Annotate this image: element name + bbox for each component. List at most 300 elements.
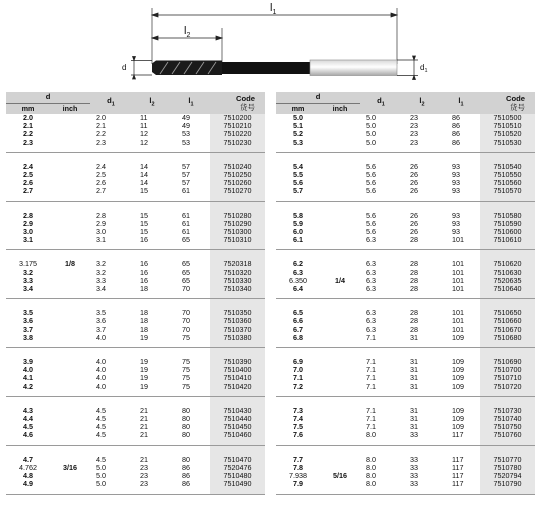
l2-cell: 15 [140, 186, 149, 196]
l2-cell: 23 [140, 462, 149, 472]
l1-cell: 109 [452, 414, 465, 424]
d1-cell: 5.6 [366, 210, 377, 220]
code-cell: 7510570 [480, 187, 535, 195]
inch-cell [320, 236, 360, 244]
d1-cell: 5.0 [366, 129, 377, 139]
mm-cell: 4.0 [23, 365, 33, 375]
inch-cell [50, 317, 90, 325]
inch-cell [320, 220, 360, 228]
mm-cell: 7.6 [293, 430, 303, 440]
inch-cell [320, 374, 360, 382]
l2-cell: 31 [410, 332, 419, 342]
inch-cell [50, 187, 90, 195]
mm-cell: 6.9 [293, 357, 303, 367]
d-label: d [122, 63, 127, 72]
code-cell: 7510600 [480, 228, 535, 236]
mm-cell: 5.8 [293, 210, 303, 220]
table-row [6, 334, 265, 342]
mm-cell: 4.4 [23, 414, 33, 424]
l2-cell: 31 [410, 381, 419, 391]
l2-cell: 33 [410, 479, 419, 489]
inch-cell [320, 171, 360, 179]
table-row [6, 383, 265, 391]
d1-cell: 3.3 [96, 275, 107, 285]
l2-cell: 19 [140, 373, 149, 383]
code-cell: 7510300 [210, 228, 265, 236]
l2-cell: 31 [410, 357, 419, 367]
l1-cell: 53 [182, 129, 191, 139]
code-cell: 7510470 [210, 456, 265, 464]
d1-cell: 5.6 [366, 161, 377, 171]
code-cell: 7510230 [210, 139, 265, 147]
mm-cell: 6.7 [293, 324, 303, 334]
l2-cell: 21 [140, 454, 149, 464]
code-cell: 7510420 [210, 383, 265, 391]
d1-cell: 4.5 [96, 422, 107, 432]
l2-cell: 19 [140, 357, 149, 367]
mm-cell: 6.350 [289, 275, 307, 285]
l2-cell: 12 [140, 129, 149, 139]
l1-cell: 109 [452, 422, 465, 432]
mm-cell: 7.9 [293, 479, 303, 489]
d1-cell: 8.0 [366, 479, 377, 489]
l2-cell: 23 [140, 479, 149, 489]
code-cell: 7510500 [480, 114, 535, 122]
l1-cell: 109 [452, 381, 465, 391]
l2-cell: 23 [410, 129, 419, 139]
l1-cell: 61 [182, 210, 191, 220]
inch-header: inch [50, 104, 90, 115]
code-cell: 7520318 [210, 260, 265, 268]
d1-cell: 2.3 [96, 137, 107, 147]
l2-cell: 31 [410, 365, 419, 375]
d1-cell: 4.0 [96, 365, 107, 375]
l2-cell: 16 [140, 235, 149, 245]
l1-header: $l_1$ [442, 92, 480, 114]
l1-cell: 70 [182, 324, 191, 334]
mm-cell: 5.3 [293, 137, 303, 147]
mm-cell: 6.8 [293, 332, 303, 342]
l1-cell: 70 [182, 316, 191, 326]
inch-cell [320, 212, 360, 220]
l1-cell: 109 [452, 332, 465, 342]
inch-cell [320, 114, 360, 122]
l2-cell: 33 [410, 454, 419, 464]
l2-cell: 28 [410, 308, 419, 318]
mm-cell: 3.3 [23, 275, 33, 285]
inch-cell [50, 171, 90, 179]
d1-cell: 2.7 [96, 186, 107, 196]
l2-cell: 31 [410, 422, 419, 432]
d1-cell: 2.4 [96, 161, 107, 171]
table-row [276, 236, 535, 244]
reamer-shank [310, 60, 397, 76]
code-cell: 7510630 [480, 269, 535, 277]
d1-cell: 5.0 [366, 113, 377, 122]
d1-cell: 8.0 [366, 454, 377, 464]
l1-cell: 109 [452, 357, 465, 367]
l1-cell: 75 [182, 365, 191, 375]
l2-cell: 28 [410, 316, 419, 326]
code-cell: 7510320 [210, 269, 265, 277]
l2-cell: 28 [410, 267, 419, 277]
inch-cell [320, 163, 360, 171]
l1-cell: 61 [182, 227, 191, 237]
l2-cell: 11 [140, 121, 148, 131]
mm-cell: 7.2 [293, 381, 303, 391]
mm-cell: 6.4 [293, 284, 303, 294]
inch-cell [320, 228, 360, 236]
code-cell: 7510740 [480, 415, 535, 423]
mm-cell: 6.0 [293, 227, 303, 237]
code-cell: 7510540 [480, 163, 535, 171]
l2-cell: 19 [140, 332, 149, 342]
code-cell: 7510680 [480, 334, 535, 342]
mm-cell: 4.3 [23, 405, 33, 415]
inch-header: inch [320, 104, 360, 115]
d1-dimension-line [397, 56, 418, 80]
d1-cell: 5.6 [366, 227, 377, 237]
code-header: Code 货号 [210, 92, 265, 114]
code-cell: 7510460 [210, 431, 265, 439]
d1-cell: 4.0 [96, 381, 107, 391]
inch-cell [50, 415, 90, 423]
d1-cell: 6.3 [366, 275, 377, 285]
code-cell: 7510270 [210, 187, 265, 195]
l1-cell: 101 [452, 259, 465, 269]
reamer-table-left [6, 92, 265, 495]
l2-cell: 28 [410, 324, 419, 334]
mm-cell: 2.5 [23, 170, 33, 180]
inch-cell [320, 334, 360, 342]
d1-cell: 5.6 [366, 178, 377, 188]
inch-cell [50, 179, 90, 187]
d1-cell: 2.9 [96, 218, 107, 228]
l2-cell: 28 [410, 275, 419, 285]
mm-cell: 4.6 [23, 430, 33, 440]
table-row [6, 139, 265, 147]
mm-cell: 5.5 [293, 170, 303, 180]
code-cell: 7510310 [210, 236, 265, 244]
code-cell: 7510700 [480, 366, 535, 374]
d-header: d [276, 92, 360, 104]
mm-cell: 4.2 [23, 381, 33, 391]
d1-cell: 3.1 [96, 235, 107, 245]
l2-cell: 26 [410, 161, 419, 171]
inch-cell: 3/16 [63, 462, 77, 472]
reamer-drawing [0, 0, 540, 88]
l2-cell: 26 [410, 170, 419, 180]
inch-cell [320, 383, 360, 391]
l2-cell: 26 [410, 178, 419, 188]
mm-cell: 5.2 [293, 129, 303, 139]
inch-cell [320, 130, 360, 138]
code-cell: 7510490 [210, 480, 265, 488]
l1-label: $l_1$ [270, 2, 277, 16]
l2-header: $l_2$ [132, 92, 172, 114]
l2-cell: 12 [140, 137, 149, 147]
l1-header: $l_1$ [172, 92, 210, 114]
inch-cell [50, 269, 90, 277]
inch-cell [50, 139, 90, 147]
mm-cell: 4.9 [23, 479, 33, 489]
mm-cell: 3.6 [23, 316, 33, 326]
l1-cell: 75 [182, 381, 191, 391]
code-cell: 7510370 [210, 326, 265, 334]
l1-cell: 75 [182, 357, 191, 367]
mm-cell: 3.7 [23, 324, 33, 334]
code-cell: 7510390 [210, 358, 265, 366]
code-cell: 7510660 [480, 317, 535, 325]
d1-cell: 5.0 [96, 462, 107, 472]
l2-cell: 28 [410, 284, 419, 294]
mm-cell: 3.5 [23, 308, 33, 318]
l2-cell: 26 [410, 218, 419, 228]
d1-cell: 5.0 [366, 137, 377, 147]
code-cell: 7510790 [480, 480, 535, 488]
l2-cell: 31 [410, 414, 419, 424]
l1-cell: 109 [452, 373, 465, 383]
table-row [6, 285, 265, 293]
d1-cell: 5.6 [366, 186, 377, 196]
l1-cell: 70 [182, 308, 191, 318]
l1-cell: 101 [452, 316, 465, 326]
code-cell: 7510440 [210, 415, 265, 423]
l2-cell: 21 [140, 422, 149, 432]
d1-cell: 7.1 [366, 373, 377, 383]
mm-cell: 3.4 [23, 284, 33, 294]
l1-cell: 57 [182, 170, 191, 180]
inch-cell [320, 358, 360, 366]
inch-cell [50, 130, 90, 138]
table-row [276, 480, 535, 488]
code-cell: 7510250 [210, 171, 265, 179]
l1-cell: 86 [452, 137, 461, 147]
code-cell: 7510770 [480, 456, 535, 464]
inch-cell [320, 407, 360, 415]
d1-cell: 4.0 [96, 373, 107, 383]
code-cell: 7510260 [210, 179, 265, 187]
table-body-left [6, 114, 265, 494]
code-header: Code 货号 [480, 92, 535, 114]
inch-cell [320, 317, 360, 325]
table-row [276, 431, 535, 439]
mm-cell: 7.4 [293, 414, 303, 424]
l2-cell: 26 [410, 186, 419, 196]
l1-cell: 101 [452, 324, 465, 334]
inch-cell: 1/8 [65, 259, 75, 269]
l1-cell: 117 [452, 454, 464, 464]
l2-cell: 33 [410, 471, 419, 481]
mm-cell: 3.2 [23, 267, 33, 277]
inch-cell [50, 407, 90, 415]
table-row [276, 285, 535, 293]
d-dimension-line [131, 57, 152, 80]
inch-cell [50, 358, 90, 366]
l1-cell: 93 [452, 178, 461, 188]
l2-cell: 16 [140, 267, 149, 277]
inch-cell [320, 415, 360, 423]
d1-cell: 4.5 [96, 405, 107, 415]
table-row [276, 187, 535, 195]
inch-cell [50, 480, 90, 488]
d-header: d [6, 92, 90, 104]
mm-cell: 3.175 [19, 259, 37, 269]
code-cell: 7510510 [480, 122, 535, 130]
d1-cell: 3.2 [96, 259, 107, 269]
l1-cell: 93 [452, 170, 461, 180]
inch-cell [50, 228, 90, 236]
code-cell: 7510620 [480, 260, 535, 268]
l2-cell: 14 [140, 161, 149, 171]
mm-cell: 6.6 [293, 316, 303, 326]
l2-cell: 23 [140, 471, 149, 481]
l2-cell: 16 [140, 259, 149, 269]
l1-cell: 86 [182, 471, 191, 481]
d1-cell: 8.0 [366, 462, 377, 472]
d1-cell: 2.1 [96, 121, 107, 131]
l1-cell: 101 [452, 235, 465, 245]
l1-cell: 93 [452, 227, 461, 237]
mm-cell: 2.2 [23, 129, 33, 139]
d1-cell: 7.1 [366, 357, 377, 367]
l1-cell: 49 [182, 121, 191, 131]
reamer-fluted-body [152, 61, 310, 76]
d1-cell: 3.6 [96, 316, 107, 326]
code-cell: 7510730 [480, 407, 535, 415]
inch-cell [320, 366, 360, 374]
mm-cell: 6.3 [293, 267, 303, 277]
l1-cell: 75 [182, 332, 191, 342]
mm-cell: 7.7 [293, 454, 303, 464]
inch-cell [50, 163, 90, 171]
mm-cell: 2.7 [23, 186, 33, 196]
mm-cell: 6.1 [293, 235, 303, 245]
l1-cell: 65 [182, 235, 191, 245]
table-row [276, 383, 535, 391]
code-cell: 7510280 [210, 212, 265, 220]
l2-header: $l_2$ [402, 92, 442, 114]
d1-cell: 2.5 [96, 170, 107, 180]
d1-cell: 7.1 [366, 414, 377, 424]
l1-cell: 86 [452, 113, 461, 122]
l1-cell: 117 [452, 479, 464, 489]
d1-cell: 3.4 [96, 284, 107, 294]
l2-cell: 14 [140, 178, 149, 188]
l1-cell: 65 [182, 275, 191, 285]
table-row [276, 334, 535, 342]
mm-cell: 2.0 [23, 113, 33, 122]
l2-cell: 21 [140, 430, 149, 440]
mm-cell: 5.6 [293, 178, 303, 188]
d1-cell: 7.1 [366, 405, 377, 415]
l2-cell: 28 [410, 235, 419, 245]
l2-cell: 19 [140, 381, 149, 391]
l1-cell: 65 [182, 259, 191, 269]
l1-cell: 101 [452, 284, 465, 294]
inch-cell [50, 374, 90, 382]
code-cell: 7510650 [480, 309, 535, 317]
code-cell: 7510560 [480, 179, 535, 187]
mm-cell: 7.938 [289, 471, 307, 481]
d1-cell: 5.6 [366, 218, 377, 228]
inch-cell [320, 456, 360, 464]
mm-cell: 3.9 [23, 357, 33, 367]
mm-cell: 4.5 [23, 422, 33, 432]
code-cell: 7520794 [480, 472, 535, 480]
l1-cell: 93 [452, 186, 461, 196]
code-cell: 7510640 [480, 285, 535, 293]
mm-cell: 4.7 [23, 454, 33, 464]
mm-cell: 5.1 [293, 121, 303, 131]
mm-cell: 2.9 [23, 218, 33, 228]
inch-cell [50, 220, 90, 228]
inch-cell [320, 285, 360, 293]
l1-cell: 109 [452, 405, 465, 415]
code-cell: 7510350 [210, 309, 265, 317]
d1-cell: 3.5 [96, 308, 107, 318]
d1-cell: 2.2 [96, 129, 107, 139]
table-row [6, 236, 265, 244]
code-cell: 7510450 [210, 423, 265, 431]
code-cell: 7510200 [210, 114, 265, 122]
l2-cell: 26 [410, 210, 419, 220]
inch-cell [50, 366, 90, 374]
inch-cell [50, 277, 90, 285]
inch-cell [320, 480, 360, 488]
mm-cell: 5.9 [293, 218, 303, 228]
l1-cell: 80 [182, 454, 191, 464]
inch-cell [50, 309, 90, 317]
code-cell: 7510530 [480, 139, 535, 147]
inch-cell [320, 326, 360, 334]
l2-cell: 14 [140, 170, 149, 180]
l2-cell: 18 [140, 308, 149, 318]
code-cell: 7510760 [480, 431, 535, 439]
l1-cell: 93 [452, 161, 461, 171]
inch-cell [50, 431, 90, 439]
code-cell: 7510240 [210, 163, 265, 171]
code-cell: 7510690 [480, 358, 535, 366]
l1-cell: 70 [182, 284, 191, 294]
inch-cell [320, 122, 360, 130]
l2-cell: 28 [410, 259, 419, 269]
l1-cell: 65 [182, 267, 191, 277]
inch-cell [50, 472, 90, 480]
code-cell: 7510710 [480, 374, 535, 382]
mm-cell: 5.7 [293, 186, 303, 196]
d1-cell: 8.0 [366, 430, 377, 440]
l1-cell: 57 [182, 178, 191, 188]
d1-cell: 7.1 [366, 332, 377, 342]
l1-cell: 80 [182, 414, 191, 424]
l2-cell: 16 [140, 275, 149, 285]
l2-cell: 15 [140, 218, 149, 228]
mm-cell: 4.762 [19, 462, 37, 472]
l1-cell: 61 [182, 186, 191, 196]
l2-cell: 18 [140, 284, 149, 294]
inch-cell [50, 383, 90, 391]
d1-cell: 6.3 [366, 267, 377, 277]
mm-cell: 2.8 [23, 210, 33, 220]
d1-cell: 5.6 [366, 170, 377, 180]
l1-cell: 86 [182, 462, 191, 472]
mm-cell: 3.1 [23, 235, 33, 245]
l1-cell: 101 [452, 275, 465, 285]
l2-cell: 23 [410, 137, 419, 147]
l2-cell: 15 [140, 227, 149, 237]
mm-cell: 2.1 [23, 121, 33, 131]
